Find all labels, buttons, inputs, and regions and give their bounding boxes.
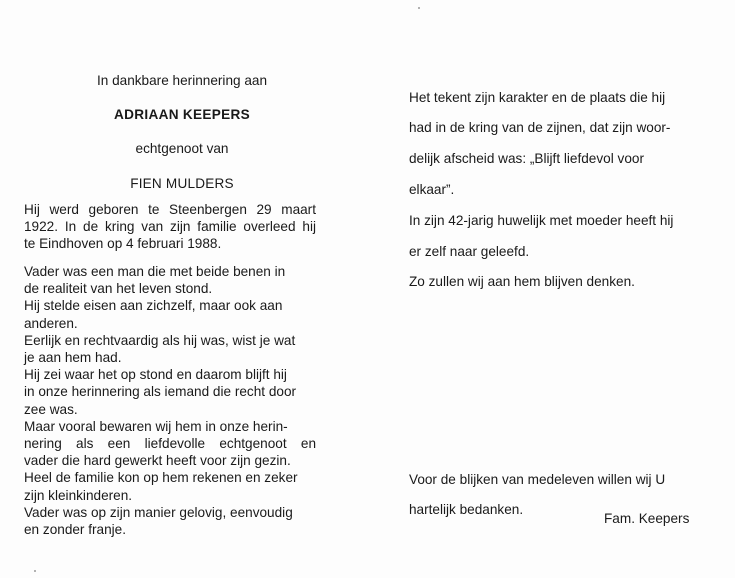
spouse-label: echtgenoot van xyxy=(135,141,229,157)
right-line: had in de kring van de zijnen, dat zijn woor- xyxy=(409,120,671,136)
left-column-header xyxy=(78,72,338,192)
right-line: Zo zullen wij aan hem blijven denken. xyxy=(409,274,635,290)
tribute-line: Vader was op zijn manier gelovig, eenvoudig xyxy=(24,504,293,520)
thanks-line: hartelijk bedanken. xyxy=(409,502,524,518)
tribute-line: je aan hem had. xyxy=(24,350,122,366)
tribute-line: vader die hard gewerkt heeft voor zijn gezin. xyxy=(24,453,291,469)
tribute-line: Vader was een man die met beide benen in xyxy=(24,264,286,279)
tribute-line: Hij stelde eisen aan zichzelf, maar ook aan xyxy=(24,298,283,314)
intro-text: In dankbare herinnering aan xyxy=(96,73,268,88)
tribute-line: Eerlijk en rechtvaardig als hij was, wist je wat xyxy=(24,332,296,348)
right-line: delijk afscheid was: „Blijft liefdevol voor xyxy=(409,151,644,167)
spouse-name: FIEN MULDERS xyxy=(130,175,234,191)
right-line: elkaar”. xyxy=(409,181,455,197)
bio-line: 1922. In de kring van zijn familie overleed hij xyxy=(24,219,316,235)
right-line: Het tekent zijn karakter en de plaats die hij xyxy=(409,89,666,105)
tribute-line: in onze herinnering als iemand die recht door xyxy=(24,384,297,400)
thanks-line: Voor de blijken van medeleven willen wij U xyxy=(409,471,666,487)
tribute-line: Heel de familie kon op hem rekenen en zeker xyxy=(24,470,298,486)
card-heading xyxy=(78,72,286,192)
tribute-line: en zonder franje. xyxy=(24,522,127,538)
family-signature: Fam. Keepers xyxy=(604,511,690,526)
tribute-line: zijn kleinkinderen. xyxy=(24,487,133,503)
deceased-name: ADRIAAN KEEPERS xyxy=(114,107,250,123)
right-line: In zijn 42-jarig huwelijk met moeder heeft hij xyxy=(409,212,674,228)
tribute-line: zee was. xyxy=(24,401,78,417)
biography-paragraph xyxy=(24,201,316,253)
print-speck xyxy=(418,7,420,9)
tribute-line: Hij zei waar het op stond en daarom blijft hij xyxy=(24,367,287,383)
bio-line: te Eindhoven op 4 februari 1988. xyxy=(24,236,222,252)
tribute-line: nering als een liefdevolle echtgenoot en xyxy=(24,436,316,452)
tribute-text xyxy=(24,263,316,538)
right-column-text xyxy=(409,75,697,304)
tribute-line: de realiteit van het leven stond. xyxy=(24,281,213,297)
tribute-line: Maar vooral bewaren wij hem in onze herin- xyxy=(24,418,288,434)
right-line: er zelf naar geleefd. xyxy=(409,243,530,259)
tribute-line: anderen. xyxy=(24,315,78,331)
print-speck xyxy=(34,570,36,572)
bio-line: Hij werd geboren te Steenbergen 29 maart xyxy=(24,202,316,217)
